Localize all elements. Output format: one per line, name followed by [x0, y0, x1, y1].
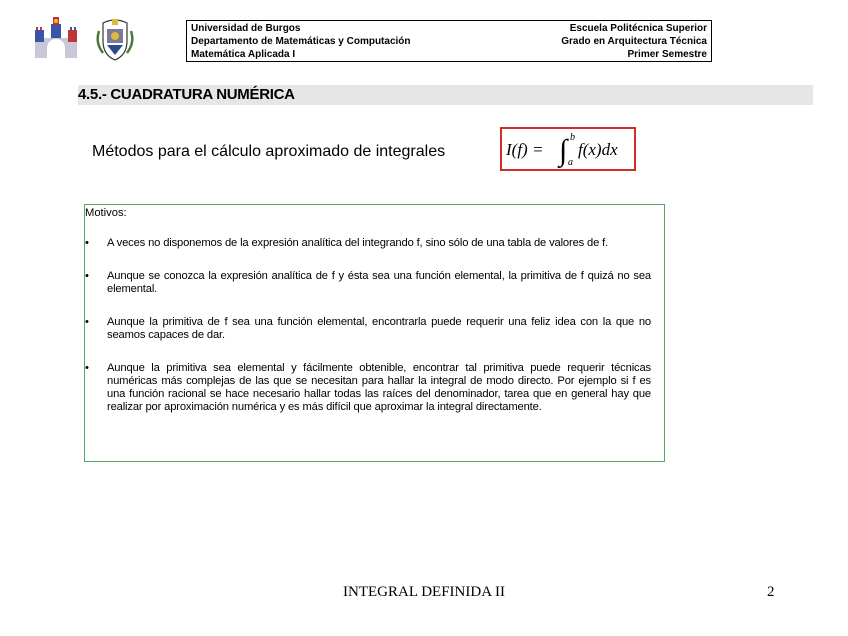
- list-item-text: Aunque se conozca la expresión analítica de f y ésta sea una función elemental, la primitiva de f quizá no sea elemental.: [107, 270, 651, 295]
- university-logo-icon: [35, 16, 77, 58]
- motivos-box: [84, 204, 665, 462]
- university-name: Universidad de Burgos: [191, 23, 301, 34]
- school-name: Escuela Politécnica Superior: [569, 23, 707, 34]
- motivos-title: Motivos:: [85, 207, 127, 219]
- integral-formula-box: [500, 127, 636, 171]
- list-item-text: Aunque la primitiva de f sea una función elemental, encontrarla puede requerir una feliz idea con la que no seamos capaces de dar.: [107, 316, 651, 341]
- header-row: [191, 35, 707, 48]
- bullet-icon: •: [85, 237, 89, 249]
- department-name: Departamento de Matemáticas y Computación: [191, 36, 411, 47]
- semester: Primer Semestre: [627, 49, 707, 60]
- header-row: [191, 22, 707, 35]
- footer-title: INTEGRAL DEFINIDA II: [343, 584, 505, 600]
- page-number: 2: [767, 584, 775, 600]
- section-title: 4.5.- CUADRATURA NUMÉRICA: [78, 86, 295, 103]
- course-name: Matemática Aplicada I: [191, 49, 296, 60]
- list-item-text: Aunque la primitiva sea elemental y fácilmente obtenible, encontrar tal primitiva puede requerir técnicas numéricas más complejas de las que se necesitan para hallar la integral de modo directo. Por ejemplo si f es una función racional se hace necesario hallar todas las raíces del denominador, tarea que en general hay que realizar por aproximación numérica y es más difícil que aproximar la integral directamente.: [107, 362, 651, 413]
- bullet-icon: •: [85, 362, 89, 374]
- upper-limit: b: [570, 132, 575, 143]
- header-row: [191, 48, 707, 61]
- integral-sign: ∫: [559, 134, 568, 167]
- bullet-icon: •: [85, 270, 89, 282]
- document-header: [186, 20, 712, 62]
- lower-limit: a: [568, 157, 573, 168]
- degree-name: Grado en Arquitectura Técnica: [561, 36, 707, 47]
- formula-lhs: I(f) =: [506, 140, 544, 159]
- school-crest-icon: [95, 17, 135, 61]
- list-item: [85, 270, 651, 296]
- integral-formula: [502, 129, 634, 169]
- list-item: [85, 316, 651, 342]
- list-item-text: A veces no disponemos de la expresión analítica del integrando f, sino sólo de una tabla de valores de f.: [107, 237, 609, 249]
- list-item: [85, 362, 651, 414]
- motivos-list: [85, 237, 651, 434]
- intro-text: Métodos para el cálculo aproximado de integrales: [92, 143, 446, 160]
- formula-integrand: f(x)dx: [578, 140, 618, 159]
- list-item: [85, 237, 651, 250]
- bullet-icon: •: [85, 316, 89, 328]
